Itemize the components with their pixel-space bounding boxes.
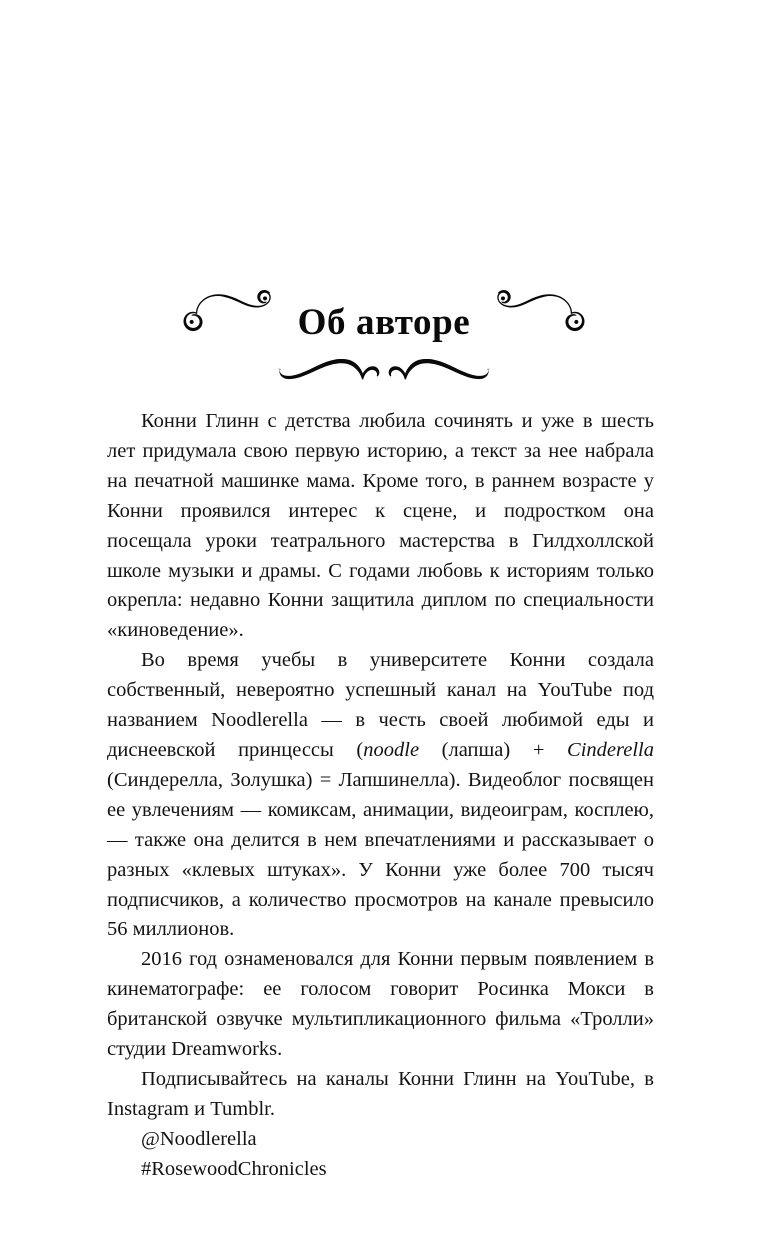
bio-paragraph-4: Подписывайтесь на каналы Конни Глинн на YouTube, в Instagram и Tumblr. (107, 1067, 654, 1120)
double-swash-divider-icon (277, 359, 491, 383)
heading-divider-row (0, 359, 768, 385)
bio-paragraph-3: 2016 год ознаменовался для Конни первым появлением в кинематографе: ее голосом говорит Росинка Мокси в британской озвучке мультипликационного фильма «Тролли» студии Dreamworks. (107, 948, 654, 1061)
chapter-heading-block (0, 286, 768, 396)
bio-paragraph-2-part-2: (лапша) + (419, 738, 568, 761)
bio-paragraph-2-part-3: (Синдерелла, Золушка) = Лапшинелла). Видеоблог посвящен ее увлечениям — комиксам, анимации, видеоиграм, косплею, — также она делится в нем впечатлениями и рассказывает о разных «клевых штуках». У Конни уже более 700 тысяч подписчиков, а количество просмотров на канале превысило 56 миллионов. (107, 768, 654, 941)
instagram-handle: @Noodlerella (141, 1127, 257, 1150)
author-bio-text (107, 407, 654, 1185)
page-title: Об авторе (297, 301, 471, 343)
flourish-swash-left-icon (182, 289, 274, 341)
bio-paragraph-2 (107, 646, 654, 945)
italic-cinderella: Cinderella (567, 738, 654, 761)
bio-paragraph-2-part-1: Во время учебы в университете Конни создала собственный, невероятно успешный канал на YouTube под названием Noodlerella — в честь своей любимой еды и диснеевской принцессы ( (107, 649, 654, 761)
hashtag: #RosewoodChronicles (141, 1157, 327, 1180)
heading-row (0, 286, 768, 358)
flourish-swash-right-icon (494, 289, 586, 341)
italic-noodle: noodle (363, 738, 420, 761)
bio-paragraph-1: Конни Глинн с детства любила сочинять и уже в шесть лет придумала свою первую историю, а текст за нее набрала на печатной машинке мама. Кроме того, в раннем возрасте у Конни проявился интерес к сцене, и подростком она посещала уроки театрального мастерства в Гилдхоллской школе музыки и драмы. С годами любовь к историям только окрепла: недавно Конни защитила диплом по специальности «киноведение». (107, 410, 654, 642)
